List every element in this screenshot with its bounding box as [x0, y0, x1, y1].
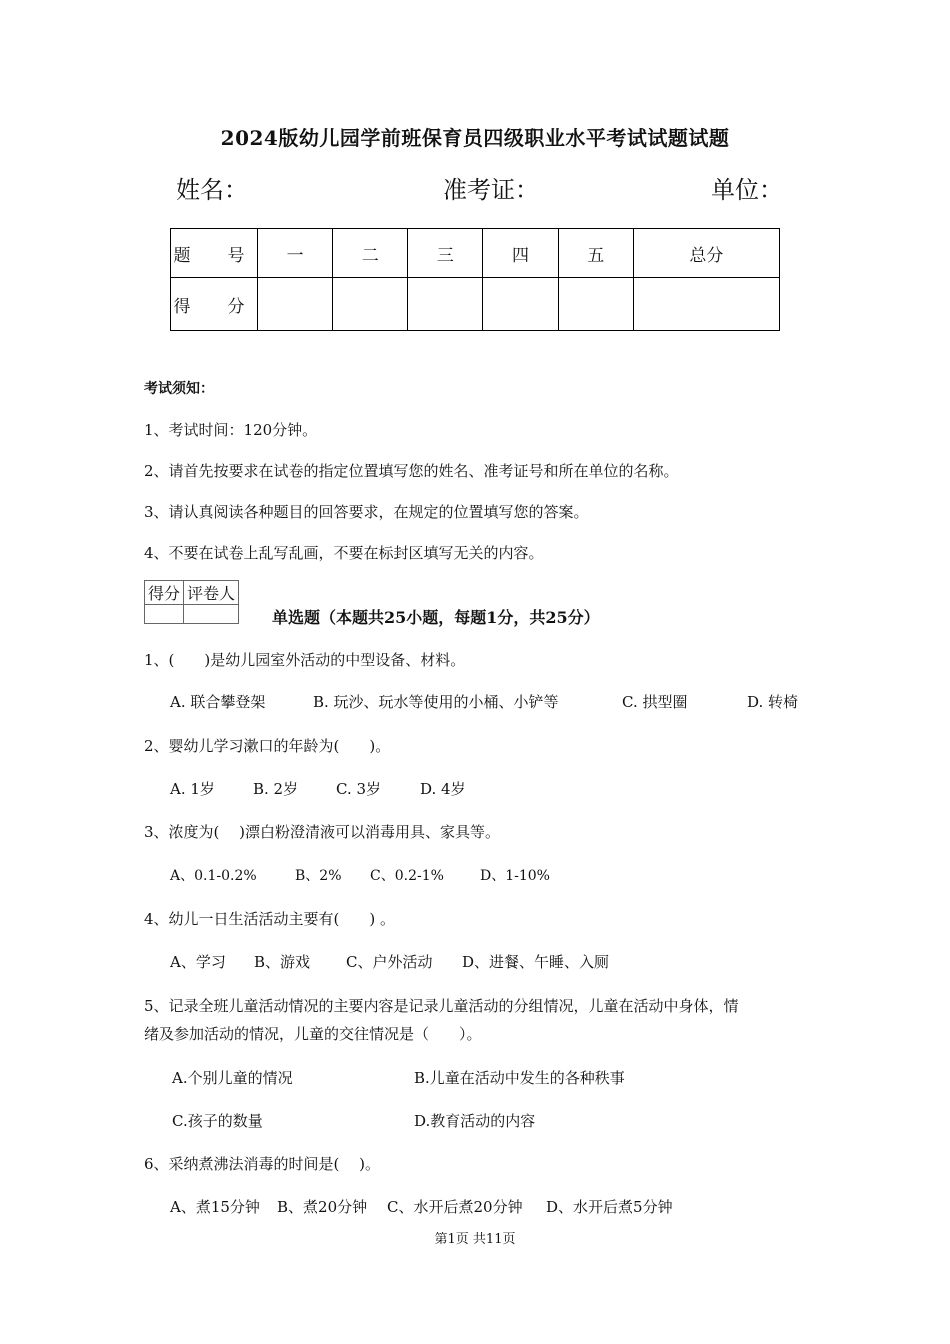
notice-item: 4、不要在试卷上乱写乱画，不要在标封区填写无关的内容。	[144, 544, 544, 562]
question-6-option-a: A、煮15分钟	[170, 1198, 260, 1216]
question-6-option-b: B、煮20分钟	[277, 1198, 368, 1216]
question-5-line-2: 绪及参加活动的情况，儿童的交往情况是（ ）。	[144, 1025, 482, 1043]
question-2-option-a: A. 1岁	[170, 780, 215, 798]
section-1-score-cell	[258, 278, 333, 331]
score-table-header-row	[171, 229, 780, 278]
exam-id-field-label: 准考证：	[443, 176, 539, 204]
total-score-cell	[633, 278, 779, 331]
section-2-header: 二	[333, 229, 408, 278]
question-2: 2、婴幼儿学习漱口的年龄为( )。	[144, 737, 391, 755]
question-6: 6、采纳煮沸法消毒的时间是( )。	[144, 1155, 381, 1173]
name-field-label: 姓名：	[176, 176, 248, 204]
grader-reviewer-cell	[184, 605, 239, 624]
notice-item: 1、考试时间：120分钟。	[144, 421, 318, 439]
page-footer: 第1页 共11页	[434, 1232, 516, 1247]
score-table	[170, 228, 780, 331]
grader-reviewer-label: 评卷人	[184, 581, 239, 605]
section-5-score-cell	[558, 278, 633, 331]
question-2-option-c: C. 3岁	[336, 780, 382, 798]
total-header: 总分	[633, 229, 779, 278]
question-3-option-b: B、2%	[295, 868, 342, 884]
question-number-label: 题 号	[171, 229, 258, 278]
grader-box	[144, 580, 239, 624]
question-3-option-d: D、1-10%	[480, 868, 550, 884]
notice-item: 2、请首先按要求在试卷的指定位置填写您的姓名、准考证号和所在单位的名称。	[144, 462, 679, 480]
question-3: 3、浓度为( )漂白粉澄清液可以消毒用具、家具等。	[144, 823, 501, 841]
question-4: 4、幼儿一日生活活动主要有( ) 。	[144, 910, 396, 928]
question-6-option-d: D、水开后煮5分钟	[546, 1198, 673, 1216]
section-4-score-cell	[483, 278, 558, 331]
question-3-option-c: C、0.2-1%	[370, 868, 444, 884]
question-3-option-a: A、0.1-0.2%	[170, 868, 257, 884]
score-label: 得 分	[171, 278, 258, 331]
question-2-option-b: B. 2岁	[253, 780, 299, 798]
question-1-option-d: D. 转椅	[747, 693, 799, 711]
grader-score-cell	[145, 605, 184, 624]
section-3-header: 三	[408, 229, 483, 278]
score-table-score-row	[171, 278, 780, 331]
notice-title: 考试须知：	[144, 381, 214, 397]
question-1-option-c: C. 拱型圈	[622, 693, 688, 711]
question-6-option-c: C、水开后煮20分钟	[387, 1198, 523, 1216]
question-5-option-d: D.教育活动的内容	[414, 1112, 536, 1130]
section-2-score-cell	[333, 278, 408, 331]
section-5-header: 五	[558, 229, 633, 278]
question-4-option-d: D、进餐、午睡、入厕	[462, 953, 610, 971]
section-1-header: 一	[258, 229, 333, 278]
question-5-option-a: A.个别儿童的情况	[172, 1069, 293, 1087]
page-title: 2024版幼儿园学前班保育员四级职业水平考试试题试题	[220, 126, 730, 150]
question-4-option-c: C、户外活动	[346, 953, 433, 971]
unit-field-label: 单位：	[711, 176, 783, 204]
question-1-option-a: A. 联合攀登架	[170, 693, 266, 711]
question-5-option-c: C.孩子的数量	[172, 1112, 263, 1130]
question-4-option-a: A、学习	[170, 953, 226, 971]
notice-item: 3、请认真阅读各种题目的回答要求，在规定的位置填写您的答案。	[144, 503, 589, 521]
question-5-option-b: B.儿童在活动中发生的各种秩事	[414, 1069, 625, 1087]
section-title: 单选题（本题共25小题，每题1分，共25分）	[272, 608, 600, 627]
question-4-option-b: B、游戏	[254, 953, 311, 971]
question-5-line-1: 5、记录全班儿童活动情况的主要内容是记录儿童活动的分组情况，儿童在活动中身体，情	[144, 997, 739, 1015]
question-1: 1、( )是幼儿园室外活动的中型设备、材料。	[144, 651, 466, 669]
question-1-option-b: B. 玩沙、玩水等使用的小桶、小铲等	[313, 693, 559, 711]
section-4-header: 四	[483, 229, 558, 278]
section-3-score-cell	[408, 278, 483, 331]
grader-score-label: 得分	[145, 581, 184, 605]
question-2-option-d: D. 4岁	[420, 780, 466, 798]
